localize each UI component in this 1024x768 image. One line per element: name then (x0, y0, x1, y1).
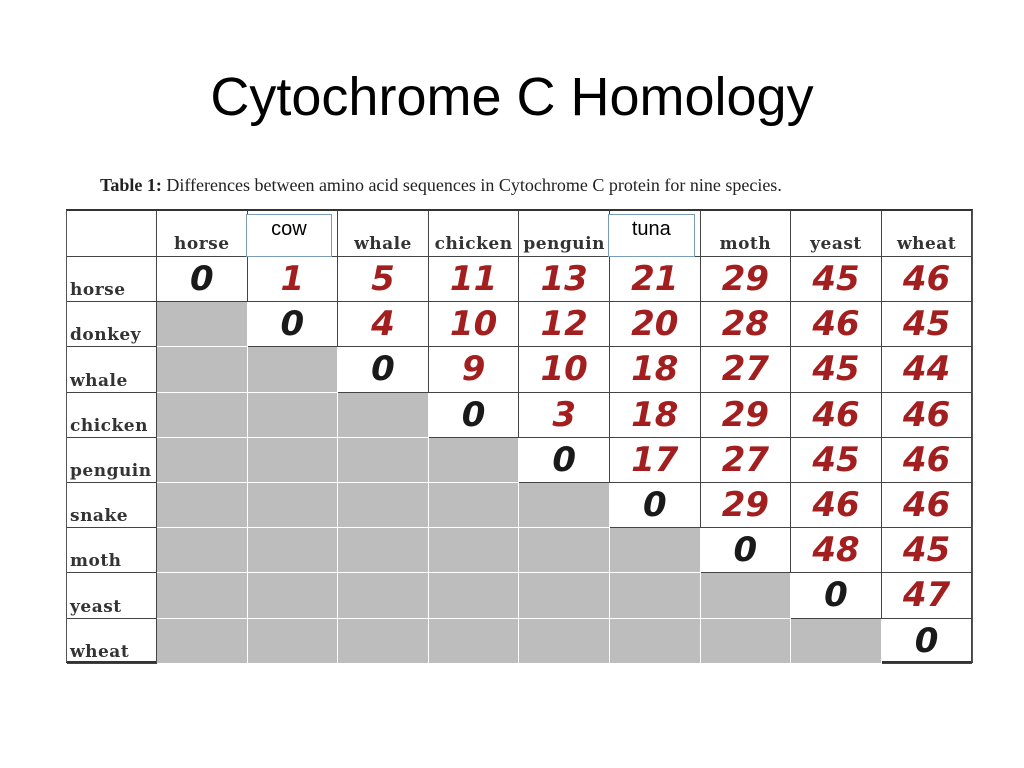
value-cell: 17 (610, 438, 701, 483)
value-cell: 28 (701, 302, 792, 347)
empty-cell (701, 573, 792, 618)
value-cell: 46 (791, 483, 882, 528)
value-cell: 47 (882, 573, 973, 618)
value-cell: 45 (882, 302, 973, 347)
value-cell: 0 (701, 528, 792, 573)
value-cell: 3 (519, 393, 610, 438)
empty-cell (157, 528, 248, 573)
value-cell: 20 (610, 302, 701, 347)
callout-label: cow (246, 214, 333, 257)
empty-cell (338, 438, 429, 483)
empty-cell (157, 347, 248, 392)
empty-cell (519, 483, 610, 528)
empty-cell (248, 347, 339, 392)
value-cell: 46 (791, 302, 882, 347)
value-cell: 13 (519, 257, 610, 302)
value-cell: 46 (882, 393, 973, 438)
column-header: chicken (429, 211, 520, 257)
empty-cell (248, 393, 339, 438)
empty-cell (157, 302, 248, 347)
empty-cell (610, 528, 701, 573)
empty-cell (519, 619, 610, 664)
empty-cell (248, 528, 339, 573)
value-cell: 5 (338, 257, 429, 302)
empty-cell (429, 528, 520, 573)
value-cell: 0 (882, 619, 973, 664)
value-cell: 46 (882, 438, 973, 483)
value-cell: 45 (791, 347, 882, 392)
value-cell: 46 (882, 257, 973, 302)
value-cell: 11 (429, 257, 520, 302)
empty-cell (429, 483, 520, 528)
empty-cell (157, 438, 248, 483)
empty-cell (429, 438, 520, 483)
empty-cell (338, 619, 429, 664)
value-cell: 21 (610, 257, 701, 302)
column-header: whale (338, 211, 429, 257)
row-header: donkey (67, 302, 157, 347)
column-header: horse (157, 211, 248, 257)
column-header: moth (701, 211, 792, 257)
empty-cell (157, 619, 248, 664)
homology-table (66, 209, 973, 663)
value-cell: 1 (248, 257, 339, 302)
value-cell: 27 (701, 347, 792, 392)
empty-cell (248, 573, 339, 618)
row-header: horse (67, 257, 157, 302)
value-cell: 44 (882, 347, 973, 392)
callout-label: tuna (608, 214, 695, 257)
column-header: penguin (519, 211, 610, 257)
value-cell: 45 (791, 438, 882, 483)
empty-cell (519, 573, 610, 618)
value-cell: 45 (882, 528, 973, 573)
empty-cell (248, 438, 339, 483)
value-cell: 0 (429, 393, 520, 438)
empty-cell (248, 483, 339, 528)
value-cell: 12 (519, 302, 610, 347)
value-cell: 45 (791, 257, 882, 302)
empty-cell (338, 573, 429, 618)
table-caption-label: Table 1: (100, 175, 162, 195)
row-header: wheat (67, 619, 157, 664)
value-cell: 18 (610, 347, 701, 392)
empty-cell (429, 619, 520, 664)
empty-cell (610, 619, 701, 664)
empty-cell (338, 483, 429, 528)
empty-cell (610, 573, 701, 618)
table-caption-text: Differences between amino acid sequences in Cytochrome C protein for nine species. (166, 175, 782, 195)
value-cell: 9 (429, 347, 520, 392)
value-cell: 29 (701, 483, 792, 528)
empty-cell (248, 619, 339, 664)
empty-cell (429, 573, 520, 618)
empty-cell (157, 393, 248, 438)
row-header: whale (67, 347, 157, 392)
value-cell: 10 (429, 302, 520, 347)
table-caption (100, 175, 960, 196)
row-header: snake (67, 483, 157, 528)
value-cell: 29 (701, 257, 792, 302)
table-corner (67, 211, 157, 257)
value-cell: 4 (338, 302, 429, 347)
value-cell: 0 (338, 347, 429, 392)
value-cell: 10 (519, 347, 610, 392)
value-cell: 18 (610, 393, 701, 438)
value-cell: 27 (701, 438, 792, 483)
empty-cell (157, 483, 248, 528)
value-cell: 0 (519, 438, 610, 483)
row-header: chicken (67, 393, 157, 438)
value-cell: 0 (610, 483, 701, 528)
empty-cell (338, 393, 429, 438)
empty-cell (791, 619, 882, 664)
row-header: penguin (67, 438, 157, 483)
value-cell: 29 (701, 393, 792, 438)
value-cell: 46 (791, 393, 882, 438)
column-header: yeast (791, 211, 882, 257)
value-cell: 0 (248, 302, 339, 347)
value-cell: 0 (157, 257, 248, 302)
empty-cell (157, 573, 248, 618)
row-header: moth (67, 528, 157, 573)
empty-cell (338, 528, 429, 573)
empty-cell (519, 528, 610, 573)
column-header: wheat (882, 211, 973, 257)
value-cell: 48 (791, 528, 882, 573)
empty-cell (701, 619, 792, 664)
value-cell: 0 (791, 573, 882, 618)
slide-title: Cytochrome C Homology (210, 67, 814, 127)
value-cell: 46 (882, 483, 973, 528)
row-header: yeast (67, 573, 157, 618)
